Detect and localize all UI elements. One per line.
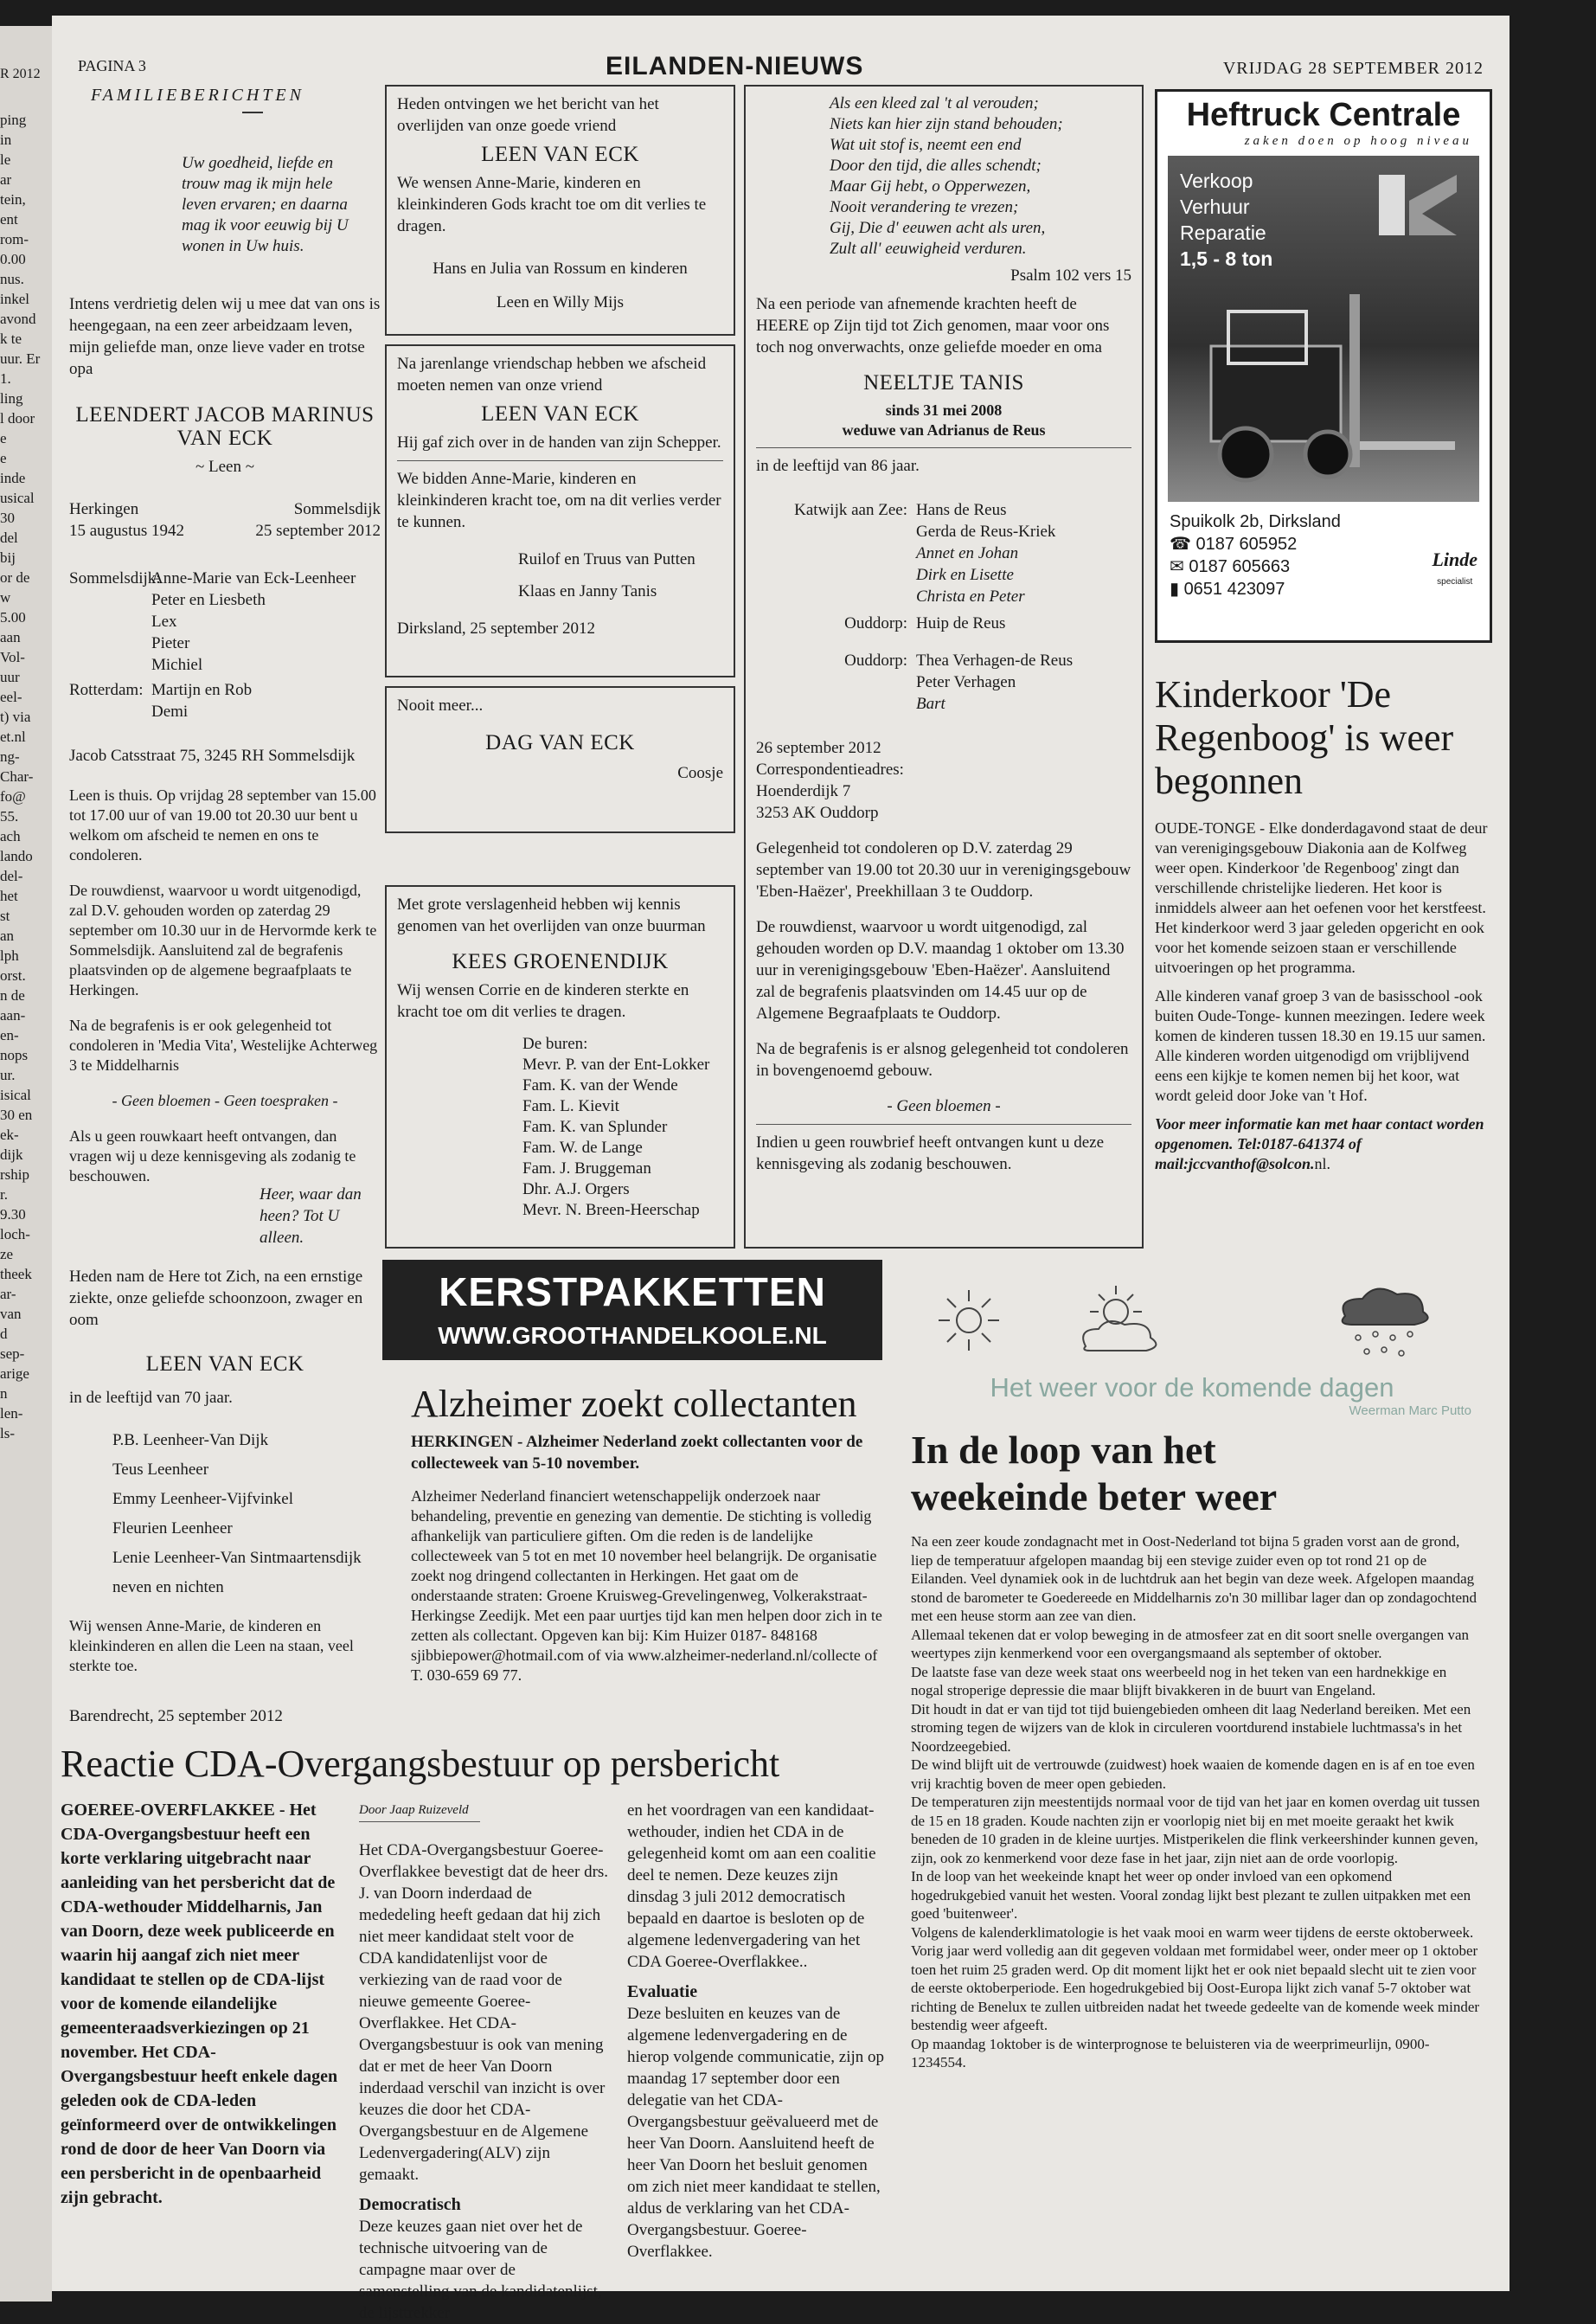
- family-group-katwijk: [756, 499, 1131, 607]
- previous-page-line: sep-: [0, 1345, 25, 1362]
- obituary-no-flowers: - Geen bloemen - Geen toespraken -: [112, 1092, 338, 1109]
- ad-tagline: zaken doen op hoog niveau: [1244, 134, 1472, 148]
- poem-line: Door den tijd, die alles schendt;: [830, 157, 1042, 175]
- article-lead: HERKINGEN - Alzheimer Nederland zoekt collectanten voor de collecteweek van 5-10 november.: [411, 1433, 863, 1473]
- ad-url[interactable]: WWW.GROOTHANDELKOOLE.NL: [438, 1322, 827, 1349]
- weather-paragraph: Volgens de kalenderklimatologie is het vaak mooi en warm weer tijdens de eerste oktoberweek. Vorig jaar werd volledig aan dit gegeven voldaan met formidabel weer, onder meer op 1 oktober toen het ruim 25 graden werd. Op dit moment lijkt het er ook niet bepaald slecht uit te zien voor de eerste oktoberperiode. Een hogedrukgebied bij Oost-Europa lijkt zich vanaf 5-7 oktober wat richting de Benelux te zullen uitbreiden nadat het tweede gedeelte van de komende week minder bestendig weer afgeeft.: [911, 1923, 1480, 2033]
- rain-cloud-icon: [1328, 1277, 1440, 1364]
- service-capacity: 1,5 - 8 ton: [1180, 247, 1273, 270]
- previous-page-line: le: [0, 151, 11, 168]
- article-kinderkoor: [1155, 673, 1492, 1174]
- article-column-2: [359, 1800, 610, 2324]
- previous-page-line: l door: [0, 410, 35, 427]
- obituary-place-date: Barendrecht, 25 september 2012: [69, 1707, 283, 1725]
- weather-paragraph: Op maandag 1oktober is de winterprognose te beluisteren via de weerprimeurlijn, 0900-1234554.: [911, 2035, 1430, 2070]
- article-text: en het voordragen van een kandidaat-wethouder, indien het CDA in de gelegenheid komt om aan een coalitie deel te nemen. Deze keuzes zijn dinsdag 3 juli 2012 democratisch bepaald en daartoe is besloten op de algemene ledenvergadering van het CDA Goeree-Overflakkee..: [627, 1801, 876, 1971]
- family-members: [916, 499, 1055, 607]
- previous-page-lines: [0, 110, 52, 1443]
- obituary-condolence: Na de begrafenis is er ook gelegenheid tot condoleren in 'Media Vita', Westelijke Achterweg 3 te Middelharnis: [69, 1017, 378, 1074]
- previous-page-line: e: [0, 450, 7, 466]
- linde-brand: Linde: [1432, 549, 1477, 570]
- previous-page-line: r.: [0, 1186, 8, 1203]
- notice-name: KEES GROENENDIJK: [452, 950, 669, 973]
- family-member: Christa en Peter: [916, 587, 1025, 606]
- ad-mobile: 0651 423097: [1183, 580, 1285, 599]
- obituary-places: [69, 498, 381, 520]
- previous-page-line: van: [0, 1306, 22, 1322]
- article-paragraph-1: OUDE-TONGE - Elke donderdagavond staat de deur van verenigingsgebouw Diakonia aan de Kolfweg weer open. Kinderkoor 'de Regenboog' zingt dan verschillende christelijke liederen. Het koor is inmiddels alweer aan het oefenen voor het kerstfeest. Het kinderkoor werd 3 jaar geleden opgericht en ook voor het komende seizoen staan er verschillende uitvoeringen op het programma.: [1155, 819, 1488, 976]
- notice-signature-1: Hans en Julia van Rossum en kinderen: [433, 260, 688, 278]
- family-member: Gerda de Reus-Kriek: [916, 523, 1056, 541]
- family-label: Ouddorp:: [844, 614, 907, 632]
- obituary-poem: Heer, waar dan heen? Tot U alleen.: [260, 1185, 362, 1247]
- previous-page-line: dijk: [0, 1146, 23, 1163]
- notice-signature-1: Ruilof en Truus van Putten: [518, 550, 695, 568]
- obituary-intro: Heden nam de Here tot Zich, na een ernstige ziekte, onze geliefde schoonzoon, zwager en oom: [69, 1268, 363, 1329]
- family-group-1: [69, 568, 381, 676]
- weather-paragraph: Na een zeer koude zondagnacht met in Oost-Nederland tot bijna 5 graden vorst aan de grond, liep de temperatuur afgelopen maandag bij een stevige zuider even op tot rond 21 op de Eilanden. Veel dynamiek ook in de luchtdruk aan het begin van deze week. Afgelopen maandag stond de barometer te Goedereede en Middelharnis zo'n 30 millibar lager dan op zondagochtend met een heuse storm aan zee van dien.: [911, 1533, 1477, 1624]
- correspondence-postcode: 3253 AK Ouddorp: [756, 804, 879, 822]
- weather-author: Weerman Marc Putto: [1349, 1403, 1471, 1418]
- family-member: Huip de Reus: [916, 614, 1006, 632]
- notice-divider: [397, 460, 723, 461]
- previous-page-line: del: [0, 530, 18, 546]
- notice-name: DAG VAN ECK: [485, 731, 635, 754]
- article-alzheimer: [411, 1383, 882, 1685]
- family-label: Ouddorp:: [844, 652, 907, 670]
- obituary-age: in de leeftijd van 70 jaar.: [69, 1389, 233, 1407]
- previous-page-line: uur. Er: [0, 350, 41, 367]
- weather-paragraph: De wind blijft uit de vertrouwde (zuidwest) hoek waaien de komende dagen en is af en toe even vrij krachtig boven de meer open gebieden.: [911, 1756, 1475, 1792]
- family-member: Lex: [151, 613, 177, 631]
- family-member: Thea Verhagen-de Reus: [916, 652, 1074, 670]
- notice-signature-2: Leen en Willy Mijs: [496, 293, 625, 311]
- family-group-ouddorp-2: [756, 650, 1131, 715]
- article-contact: Voor meer informatie kan met haar contact worden opgenomen. Tel:0187-641374 of mail:jccvanthof@solcon.nl.: [1155, 1115, 1484, 1172]
- article-paragraph-2: Alle kinderen vanaf groep 3 van de basisschool -ook buiten Oude-Tonge- kunnen meezingen. Iedere week komen de kinderen tussen 18.30 en 19.15 uur samen. Alle kinderen worden uitgenodigd om vrijblijvend eens een kijkje te komen nemen bij het koor, wat wordt geleid door Joke van 't Hof.: [1155, 987, 1486, 1104]
- previous-page-line: rom-: [0, 231, 29, 247]
- article-title: Kinderkoor 'De Regenboog' is weer begonnen: [1155, 673, 1454, 802]
- obituary-service: De rouwdienst, waarvoor u wordt uitgenodigd, zal gehouden worden op D.V. maandag 1 oktober om 13.30 uur in verenigingsgebouw 'Eben-Haëzer'. Aansluitend zal de begrafenis plaatsvinden om 14.45 uur op de Algemene Begraafplaats te Ouddorp.: [756, 918, 1125, 1023]
- previous-page-line: d: [0, 1326, 8, 1342]
- issue-date: VRIJDAG 28 SEPTEMBER 2012: [1222, 59, 1484, 78]
- obituary-service: De rouwdienst, waarvoor u wordt uitgenodigd, zal D.V. gehouden worden op zaterdag 29 september om 10.30 uur in de Hervormde kerk te Sommelsdijk. Aansluitend zal de begrafenis plaatsvinden op de algemene begraafplaats te Herkingen.: [69, 882, 377, 998]
- notice-name: LEEN VAN ECK: [481, 402, 639, 426]
- notice-intro: Heden ontvingen we het bericht van het overlijden van onze goede vriend: [397, 95, 659, 135]
- previous-page-line: usical: [0, 490, 35, 506]
- ad-contact: [1157, 502, 1490, 600]
- obituary-name: NEELTJE TANIS: [863, 371, 1024, 395]
- sun-icon: [930, 1286, 1008, 1355]
- notice-intro: Met grote verslagenheid hebben wij kennis genomen van het overlijden van onze buurman: [397, 896, 706, 935]
- previous-page-line: nops: [0, 1047, 29, 1063]
- notice-place-date: Dirksland, 25 september 2012: [397, 620, 596, 638]
- neighbour: Fam. J. Bruggeman: [522, 1159, 651, 1178]
- service-sale: Verkoop: [1180, 170, 1253, 192]
- neighbours-label: De buren:: [522, 1035, 588, 1053]
- obituary-poem: [830, 93, 1131, 260]
- dc-logo-icon: [1370, 166, 1465, 244]
- family-label: Sommelsdijk:: [69, 569, 161, 587]
- ad-services: [1180, 168, 1272, 272]
- correspondence-street: Hoenderdijk 7: [756, 782, 851, 800]
- previous-page-line: ling: [0, 390, 23, 407]
- previous-page-line: nus.: [0, 271, 24, 287]
- poem-line: Niets kan hier zijn stand behouden;: [830, 115, 1063, 133]
- poem-line: Wat uit stof is, neemt een end: [830, 136, 1022, 154]
- previous-page-line: aan: [0, 629, 21, 645]
- ad-title: KERSTPAKKETTEN: [439, 1269, 826, 1314]
- notice-hans-julia: [385, 85, 735, 336]
- ad-phone: 0187 605952: [1195, 535, 1298, 554]
- previous-page-line: lando: [0, 848, 33, 864]
- weather-heading: Het weer voor de komende dagen: [990, 1372, 1394, 1403]
- previous-page-line: t) via: [0, 709, 31, 725]
- family-member: Martijn en Rob: [151, 681, 253, 699]
- obituary-psalm: Psalm 102 vers 15: [1010, 266, 1131, 285]
- notice-intro: Nooit meer...: [397, 697, 484, 715]
- notice-text: We wensen Anne-Marie, kinderen en kleinkinderen Gods kracht toe om dit verlies te dragen.: [397, 174, 707, 235]
- family-member: Annet en Johan: [916, 544, 1019, 562]
- family-list: [112, 1426, 381, 1602]
- obituary-neeltje-tanis: [744, 85, 1144, 1249]
- family-label: Katwijk aan Zee:: [794, 501, 907, 519]
- obituary-condolence: Gelegenheid tot condoleren op D.V. zaterdag 29 september van 19.00 tot 20.30 uur in verenigingsgebouw 'Eben-Haëzer', Preekhillaan 3 te Ouddorp.: [756, 839, 1131, 901]
- neighbour: Mevr. N. Breen-Heerschap: [522, 1201, 700, 1219]
- family-member: Hans de Reus: [916, 501, 1007, 519]
- previous-page-line: isical: [0, 1087, 31, 1103]
- previous-page-line: ach: [0, 828, 21, 844]
- service-rent: Verhuur: [1180, 196, 1250, 218]
- family-member: P.B. Leenheer-Van Dijk: [112, 1431, 269, 1449]
- family-member: Emmy Leenheer-Vijfvinkel: [112, 1490, 293, 1508]
- previous-page-line: k te: [0, 331, 22, 347]
- previous-page-line: ar: [0, 171, 12, 188]
- previous-page-line: 30 en: [0, 1107, 33, 1123]
- previous-page-line: ping: [0, 112, 27, 128]
- notice-intro: Na jarenlange vriendschap hebben we afscheid moeten nemen van onze vriend: [397, 355, 707, 395]
- service-repair: Reparatie: [1180, 221, 1266, 244]
- article-subheading: Democratisch: [359, 2195, 461, 2214]
- neighbour: Fam. K. van der Wende: [522, 1076, 678, 1095]
- previous-page-line: w: [0, 589, 11, 606]
- article-subheading: Evaluatie: [627, 1982, 698, 2001]
- notice-ruilof-truus: [385, 344, 735, 677]
- previous-page-line: het: [0, 888, 18, 904]
- kerstpakketten-ad[interactable]: [382, 1260, 882, 1360]
- article-column-3: [627, 1800, 887, 2263]
- previous-page-line: n de: [0, 987, 25, 1004]
- previous-page-header: R 2012: [0, 67, 41, 81]
- previous-page-line: or de: [0, 569, 30, 586]
- poem-line: Gij, Die d' eeuwen acht als uren,: [830, 219, 1046, 237]
- previous-page-line: inkel: [0, 291, 29, 307]
- article-lead: GOEREE-OVERFLAKKEE - Het CDA-Overgangsbestuur heeft een korte verklaring uitgebracht naar aanleiding van het persbericht dat de CDA-wethouder Middelharnis, Jan van Doorn, deze week publiceerde en waarin hij aangaf zich niet meer kandidaat te stellen op de CDA-lijst voor de komende eilandelijke gemeenteraadsverkiezingen op 21 november. Het CDA-Overgangsbestuur heeft enkele dagen geleden ook de CDA-leden geïnformeerd over de ontwikkelingen rond de door de heer Van Doorn via een persbericht in de openbaarheid zijn gebracht.: [61, 1801, 338, 2207]
- previous-page-line: theek: [0, 1266, 32, 1282]
- newspaper-page: [52, 16, 1509, 2322]
- article-title: Reactie CDA-Overgangsbestuur op persbericht: [61, 1743, 780, 1785]
- obituary-wish: Wij wensen Anne-Marie, de kinderen en kleinkinderen en allen die Leen na staan, veel sterkte toe.: [69, 1617, 354, 1674]
- masthead: EILANDEN-NIEUWS: [606, 52, 864, 80]
- previous-page-line: 30: [0, 510, 15, 526]
- obituary-no-flowers: - Geen bloemen -: [887, 1097, 1001, 1115]
- previous-page-line: ur.: [0, 1067, 16, 1083]
- previous-page-line: en-: [0, 1027, 19, 1043]
- family-member: Teus Leenheer: [112, 1461, 209, 1479]
- obituary-visit: Leen is thuis. Op vrijdag 28 september van 15.00 tot 17.00 uur of van 19.00 tot 20.30 uur bent u welkom om afscheid te nemen en ons te condoleren.: [69, 786, 376, 863]
- death-place: Sommelsdijk: [293, 500, 381, 518]
- family-member: Dirk en Lisette: [916, 566, 1014, 584]
- previous-page-line: orst.: [0, 967, 26, 984]
- previous-page-line: n: [0, 1385, 8, 1402]
- previous-page-line: 0.00: [0, 251, 26, 267]
- ad-address: Spuikolk 2b, Dirksland: [1170, 512, 1341, 531]
- obituary-address: Jacob Catsstraat 75, 3245 RH Sommelsdijk: [69, 747, 356, 765]
- forklift-icon: [1176, 294, 1471, 493]
- weather-body: [911, 1532, 1480, 2072]
- rubric-familieberichten: FAMILIEBERICHTEN: [91, 86, 304, 105]
- obituary-widow: weduwe van Adrianus de Reus: [842, 421, 1046, 439]
- birth-place: Herkingen: [69, 500, 139, 518]
- previous-page-line: eel-: [0, 689, 22, 705]
- neighbour: Dhr. A.J. Orgers: [522, 1180, 630, 1198]
- family-members: [916, 613, 1005, 634]
- ad-photo: [1168, 156, 1479, 502]
- previous-page-line: ls-: [0, 1425, 15, 1441]
- previous-page-line: lph: [0, 947, 19, 964]
- correspondence-label: Correspondentieadres:: [756, 761, 904, 779]
- family-member: Peter Verhagen: [916, 673, 1016, 691]
- poem-line: Nooit verandering te vrezen;: [830, 198, 1019, 216]
- previous-page-line: fo@: [0, 788, 26, 805]
- obituary-divider: [756, 447, 1131, 448]
- previous-page-line: rship: [0, 1166, 29, 1183]
- article-byline: Door Jaap Ruizeveld: [359, 1800, 480, 1822]
- family-member: Lenie Leenheer-Van Sintmaartensdijk: [112, 1549, 362, 1567]
- birth-date: 15 augustus 1942: [69, 522, 184, 540]
- obituary-divider: [756, 1124, 1131, 1125]
- notice-signature-2: Klaas en Janny Tanis: [518, 582, 657, 600]
- previous-page-line: Char-: [0, 768, 34, 785]
- obituary-after: Na de begrafenis is er alsnog gelegenheid tot condoleren in bovengenoemd gebouw.: [756, 1040, 1129, 1080]
- previous-page-line: e: [0, 430, 7, 446]
- obituary-since: sinds 31 mei 2008: [885, 401, 1003, 419]
- previous-page-line: in: [0, 132, 12, 148]
- family-member: Anne-Marie van Eck-Leenheer: [151, 569, 356, 587]
- weather-section: [895, 1268, 1489, 2276]
- family-list: [151, 679, 252, 722]
- weather-paragraph: De temperaturen zijn meestentijds normaal voor de tijd van het jaar en komen overdag uit tussen de 15 en 18 graden. Koude nachten zijn er voorlopig niet bij en met moeite geraakt het kwik beneden de 10 graden in de kleine uurtjes. Mistperikelen die flink verkeershinder kunnen geven, zijn, ook zo kenmerkend voor deze fase in het jaar, zijn niet aan de orde voorlopig.: [911, 1794, 1480, 1866]
- weather-title: In de loop van het weekeinde beter weer: [911, 1428, 1278, 1518]
- weather-paragraph: In de loop van het weekeinde knapt het weer op onder invloed van een opkomend hogedrukgebied vanuit het westen. Vooral zondag lijkt best plezant te zullen uitpakken met een goed 'buitenweer'.: [911, 1868, 1471, 1922]
- family-member: Michiel: [151, 656, 203, 674]
- poem-line: Maar Gij hebt, o Opperwezen,: [830, 177, 1031, 196]
- article-text: Het CDA-Overgangsbestuur Goeree-Overflakkee bevestigt dat de heer drs. J. van Doorn inderdaad de mededeling heeft gedaan dat hij zich niet meer kandidaat stelt voor de CDA kandidatenlijst voor de verkiezing van de raad voor de nieuwe gemeente Goeree-Overflakkee. Het CDA-Overgangsbestuur is ook van mening dat er met de heer Van Doorn inderdaad verschil van inzicht is over keuzes die door het CDA-Overgangsbestuur en de Algemene Ledenvergadering(ALV) zijn gemaakt.: [359, 1841, 609, 2184]
- poem-line: Als een kleed zal 't al verouden;: [830, 94, 1039, 112]
- obituary-leen-van-eck: [69, 85, 381, 1186]
- ad-title: Heftruck Centrale: [1186, 97, 1461, 133]
- article-body: Alzheimer Nederland financiert wetenschappelijk onderzoek naar behandeling, preventie en genezing van dementie. De stichting is volledig afhankelijk van particuliere giften. Om die reden is de landelijke collecteweek van 5 tot en met 10 november heel belangrijk. De organisatie zoekt nog dringend collectanten in Herkingen. Het gaat om de onderstaande straten: Groene Kruisweg-Grevelingenweg, Volkerakstraat-Herkingse Zeedijk. Met een paar uurtjes tijd kan men helpen door zich in te zetten als collectant. Opgeven kan bij: Kim Huizer 0187- 848168 sjibbiepower@hotmail.com of via www.alzheimer-nederland.nl/collecte of T. 030-659 69 77.: [411, 1487, 882, 1684]
- weather-paragraph: Dit houdt in dat er van tijd tot tijd buiengebieden omheen dit laag Nederland bereiken. Met een stroming tegen de wijzers van de klok in circuleren voortdurend instabiele luchtmassa's in het Noordzeegebied.: [911, 1700, 1471, 1755]
- previous-page-line: aan-: [0, 1007, 26, 1024]
- article-title: Alzheimer zoekt collectanten: [411, 1383, 857, 1425]
- previous-page-line: 55.: [0, 808, 19, 825]
- previous-page-line: del-: [0, 868, 23, 884]
- previous-page-line: loch-: [0, 1226, 30, 1242]
- heftruck-centrale-ad: [1155, 89, 1492, 643]
- notice-name: LEEN VAN ECK: [481, 143, 639, 166]
- neighbour: Mevr. P. van der Ent-Lokker: [522, 1056, 710, 1074]
- previous-page-line: Vol-: [0, 649, 25, 665]
- obituary-notice: Als u geen rouwkaart heeft ontvangen, dan vragen wij u deze kennisgeving als zodanig te beschouwen.: [69, 1127, 356, 1184]
- obituary-intro: Na een periode van afnemende krachten heeft de HEERE op Zijn tijd tot Zich genomen, maar voor ons toch nog onverwachts, onze geliefde moeder en oma: [756, 295, 1110, 356]
- family-member: Fleurien Leenheer: [112, 1519, 233, 1538]
- family-group-2: [69, 679, 381, 722]
- previous-page-line: ar-: [0, 1286, 16, 1302]
- obituary-name-line2: VAN ECK: [176, 427, 273, 450]
- weather-paragraph: De laatste fase van deze week staat ons weerbeeld nog in het teken van een hardnekkige en nogal stroperige depressie die maar blijft bivakkeren in de buurt van Engeland.: [911, 1663, 1447, 1698]
- fax-icon: ✉: [1170, 557, 1189, 576]
- previous-page-line: 5.00: [0, 609, 26, 626]
- article-text: Deze keuzes gaan niet over het de technische uitvoering van de campagne maar over de samenstelling van de kandidatenlijst, de lijsttrekker: [359, 2218, 602, 2322]
- linde-logo: [1432, 549, 1477, 594]
- previous-page-line: 1.: [0, 370, 11, 387]
- previous-page-line: arige: [0, 1365, 29, 1382]
- obituary-name-line1: LEENDERT JACOB MARINUS: [75, 403, 375, 427]
- obituary-age: in de leeftijd van 86 jaar.: [756, 457, 920, 475]
- previous-page-line: ent: [0, 211, 18, 228]
- weather-paragraph: Allemaal tekenen dat er volop beweging in de atmosfeer zat en dit soort snelle overgangen van weertypes zijn kenmerkend voor een overgangsmaand als september of oktober.: [911, 1626, 1469, 1661]
- obituary-dates: [69, 520, 381, 542]
- notice-text: Wij wensen Corrie en de kinderen sterkte en kracht toe om dit verlies te dragen.: [397, 981, 689, 1021]
- family-list: [151, 568, 356, 676]
- family-members: [916, 650, 1073, 715]
- phone-icon: ☎: [1170, 535, 1196, 554]
- previous-page-line: avond: [0, 311, 36, 327]
- notice-signature: Coosje: [677, 764, 723, 782]
- mobile-icon: ▮: [1170, 580, 1184, 599]
- family-group-ouddorp-1: [756, 613, 1131, 634]
- notice-buren: [385, 885, 735, 1249]
- previous-page-edge: [0, 26, 52, 2302]
- ad-fax: 0187 605663: [1189, 557, 1291, 576]
- previous-page-line: st: [0, 908, 10, 924]
- neighbour: Fam. L. Kievit: [522, 1097, 619, 1115]
- family-label: Rotterdam:: [69, 681, 144, 699]
- previous-page-line: an: [0, 928, 15, 944]
- previous-page-line: 9.30: [0, 1206, 26, 1223]
- notice-text-1: Hij gaf zich over in de handen van zijn Schepper.: [397, 433, 721, 452]
- previous-page-line: uur: [0, 669, 20, 685]
- rubric-dash: [242, 112, 263, 113]
- family-member: neven en nichten: [112, 1578, 224, 1596]
- family-member: Bart: [916, 695, 945, 713]
- previous-page-line: ek-: [0, 1127, 19, 1143]
- weather-icons: [895, 1268, 1489, 1372]
- obituary-nickname: ~ Leen ~: [195, 458, 255, 476]
- death-date: 25 september 2012: [255, 522, 381, 540]
- obituary-name: LEEN VAN ECK: [145, 1352, 304, 1376]
- family-member: Peter en Liesbeth: [151, 591, 266, 609]
- notice-text-2: We bidden Anne-Marie, kinderen en kleinkinderen kracht toe, om na dit verlies verder te kunnen.: [397, 470, 721, 531]
- previous-page-line: ze: [0, 1246, 14, 1262]
- previous-page-line: et.nl: [0, 729, 26, 745]
- previous-page-line: bij: [0, 549, 16, 566]
- obituary-notice: Indien u geen rouwbrief heeft ontvangen kunt u deze kennisgeving als zodanig beschouwen.: [756, 1133, 1105, 1173]
- family-member: Demi: [151, 703, 189, 721]
- page-number: PAGINA 3: [78, 57, 146, 74]
- notice-coosje: [385, 686, 735, 833]
- neighbour: Fam. W. de Lange: [522, 1139, 643, 1157]
- previous-page-line: ng-: [0, 748, 20, 765]
- linde-specialist: specialist: [1437, 577, 1473, 587]
- previous-page-line: tein,: [0, 191, 26, 208]
- obituary-leen-van-eck-family: [69, 1149, 381, 1727]
- sun-cloud-icon: [1068, 1281, 1172, 1359]
- poem-line: Zult all' eeuwigheid verduren.: [830, 240, 1027, 258]
- neighbours-list: [522, 1055, 723, 1221]
- obituary-poem: Uw goedheid, liefde en trouw mag ik mijn hele leven ervaren; en daarna mag ik voor eeuwig bij U wonen in Uw huis.: [182, 154, 349, 255]
- previous-page-line: len-: [0, 1405, 23, 1422]
- family-member: Pieter: [151, 634, 190, 652]
- obituary-date: 26 september 2012: [756, 739, 881, 757]
- previous-page-line: inde: [0, 470, 26, 486]
- obituary-intro: Intens verdrietig delen wij u mee dat van ons is heengegaan, na een zeer arbeidzaam leven, mijn geliefde man, onze lieve vader en trotse opa: [69, 295, 381, 378]
- article-text: Deze besluiten en keuzes van de algemene ledenvergadering en de hierop volgende communicatie, zijn op maandag 17 september door een delegatie van het CDA-Overgangsbestuur geëvalueerd met de heer Van Doorn. Aansluitend heeft de heer Van Doorn het besluit genomen om zich niet meer kandidaat te stellen, aldus de verklaring van het CDA-Overgangsbestuur. Goeree-Overflakkee.: [627, 2005, 885, 2261]
- neighbour: Fam. K. van Splunder: [522, 1118, 668, 1136]
